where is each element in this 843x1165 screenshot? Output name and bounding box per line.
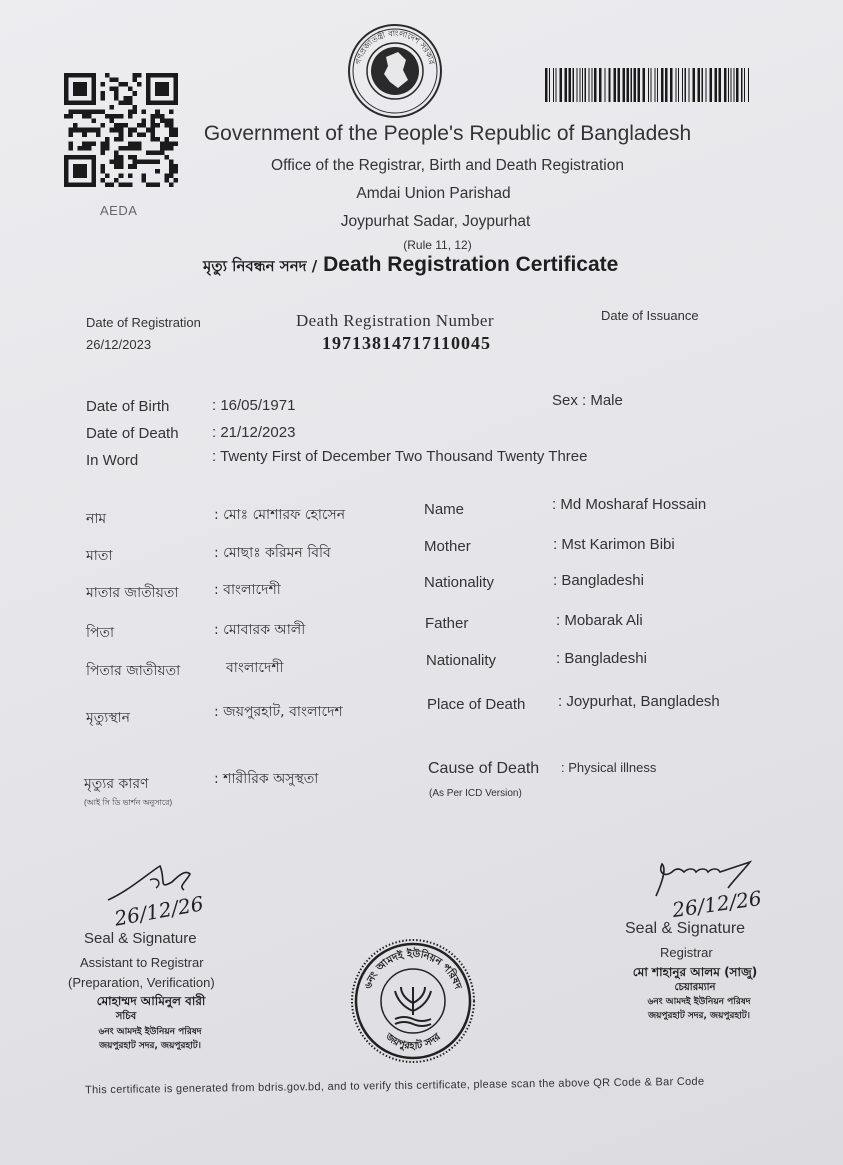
father-nationality-en-label: Nationality [426,652,497,669]
father-nationality-bn-value: বাংলাদেশী [226,660,284,676]
name-en-value: : Md Mosharaf Hossain [552,496,707,513]
registrar-stamp-place: জয়পুরহাট সদর, জয়পুরহাট। [648,1011,750,1021]
registration-number-value: 19713814717110045 [322,333,492,353]
certificate-title [203,253,618,280]
registration-number-label: Death Registration Number [296,311,494,330]
death-date-value: : 21/12/2023 [212,424,296,441]
father-bn-value: : মোবারক আলী [214,622,306,638]
assistant-stamp-title: সচিব [115,1011,137,1022]
name-en-label: Name [424,501,465,518]
upazila-name: Joypurhat Sadar, Joypurhat [340,213,531,230]
seal-leaf-icon [395,987,431,1026]
cause-en-note: (As Per ICD Version) [429,788,522,799]
name-bn-label: নাম [86,511,107,527]
registrar-role: Registrar [660,945,713,960]
mother-nationality-bn-value: : বাংলাদেশী [214,582,281,598]
in-word-label: In Word [86,452,139,469]
registration-date-value: 26/12/2023 [86,337,152,352]
svg-text:জয়পুরহাট সদর [382,1031,443,1052]
registrar-stamp-union: ৬নং আমদই ইউনিয়ন পরিষদ [647,997,751,1007]
sex-value: Sex : Male [552,392,623,409]
cause-bn-value: : শারীরিক অসুস্থতা [214,771,319,787]
qr-caption: AEDA [100,203,138,218]
name-bn-value: : মোঃ মোশারফ হোসেন [214,507,346,523]
assistant-stamp-name: মোহাম্মদ আমিনুল বারী [96,994,206,1008]
mother-nationality-en-label: Nationality [424,574,495,591]
government-title: Government of the People's Republic of Bangladesh [203,122,692,145]
assistant-stamp-place: জয়পুরহাট সদর, জয়পুরহাট। [99,1041,201,1051]
mother-en-value: : Mst Karimon Bibi [553,536,675,553]
father-nationality-en-value: : Bangladeshi [556,650,647,667]
certificate-title-english: Death Registration Certificate [323,253,619,276]
seal-top-text: ৬নং আমদই ইউনিয়ন পরিষদ [362,948,464,991]
cause-en-value: : Physical illness [561,760,657,775]
place-en-value: : Joypurhat, Bangladesh [558,693,720,710]
place-en-label: Place of Death [427,696,526,713]
birth-date-value: : 16/05/1971 [212,397,296,414]
assistant-signature-date: 26/12/26 [112,891,206,931]
mother-bn-label: মাতা [86,548,113,564]
union-parishad-seal [349,937,477,1065]
registration-date-label: Date of Registration [86,315,201,330]
left-seal-signature-label: Seal & Signature [84,930,197,947]
rule-reference: (Rule 11, 12) [403,238,472,252]
place-bn-label: মৃত্যুস্থান [86,710,131,726]
registrar-signature-date: 26/12/26 [670,885,764,923]
government-emblem [346,22,444,120]
office-title: Office of the Registrar, Birth and Death Registration [271,157,624,174]
death-date-label: Date of Death [86,425,179,442]
emblem-text: গণপ্রজাতন্ত্রী বাংলাদেশ সরকার [353,28,437,66]
seal-bottom-text: জয়পুরহাট সদর [383,1031,443,1053]
cause-bn-label: মৃত্যুর কারণ [84,776,149,792]
place-bn-value: : জয়পুরহাট, বাংলাদেশ [214,704,343,720]
union-name: Amdai Union Parishad [356,185,511,202]
in-word-value: : Twenty First of December Two Thousand Twenty Three [212,448,588,465]
cause-en-label: Cause of Death [428,760,540,777]
issuance-date-label: Date of Issuance [601,308,699,323]
registrar-stamp-title: চেয়ারম্যান [674,982,716,993]
verification-footer: This certificate is generated from bdris.gov.bd, and to verify this certificate, please scan the above QR Code & Bar Code [84,1075,705,1097]
assistant-stamp-union: ৬নং আমদই ইউনিয়ন পরিষদ [98,1027,202,1037]
assistant-role-note: (Preparation, Verification) [68,975,215,990]
father-nationality-bn-label: পিতার জাতীয়তা [86,663,181,679]
mother-bn-value: : মোছাঃ করিমন বিবি [214,545,331,561]
mother-nationality-en-value: : Bangladeshi [553,572,644,589]
father-en-label: Father [425,615,469,632]
father-bn-label: পিতা [86,625,115,641]
mother-en-label: Mother [424,538,471,555]
registrar-stamp-name: মো শাহানুর আলম (সাজু) [632,965,758,979]
assistant-role: Assistant to Registrar [80,955,204,970]
mother-nationality-bn-label: মাতার জাতীয়তা [86,585,179,601]
right-seal-signature-label: Seal & Signature [625,920,746,937]
barcode[interactable] [545,68,753,102]
father-en-value: : Mobarak Ali [556,612,643,629]
certificate-title-bangla: মৃত্যু নিবন্ধন সনদ / [203,257,318,275]
birth-date-label: Date of Birth [86,398,170,415]
cause-bn-note: (আই সি ডি ভার্শন অনুসারে) [84,798,173,807]
